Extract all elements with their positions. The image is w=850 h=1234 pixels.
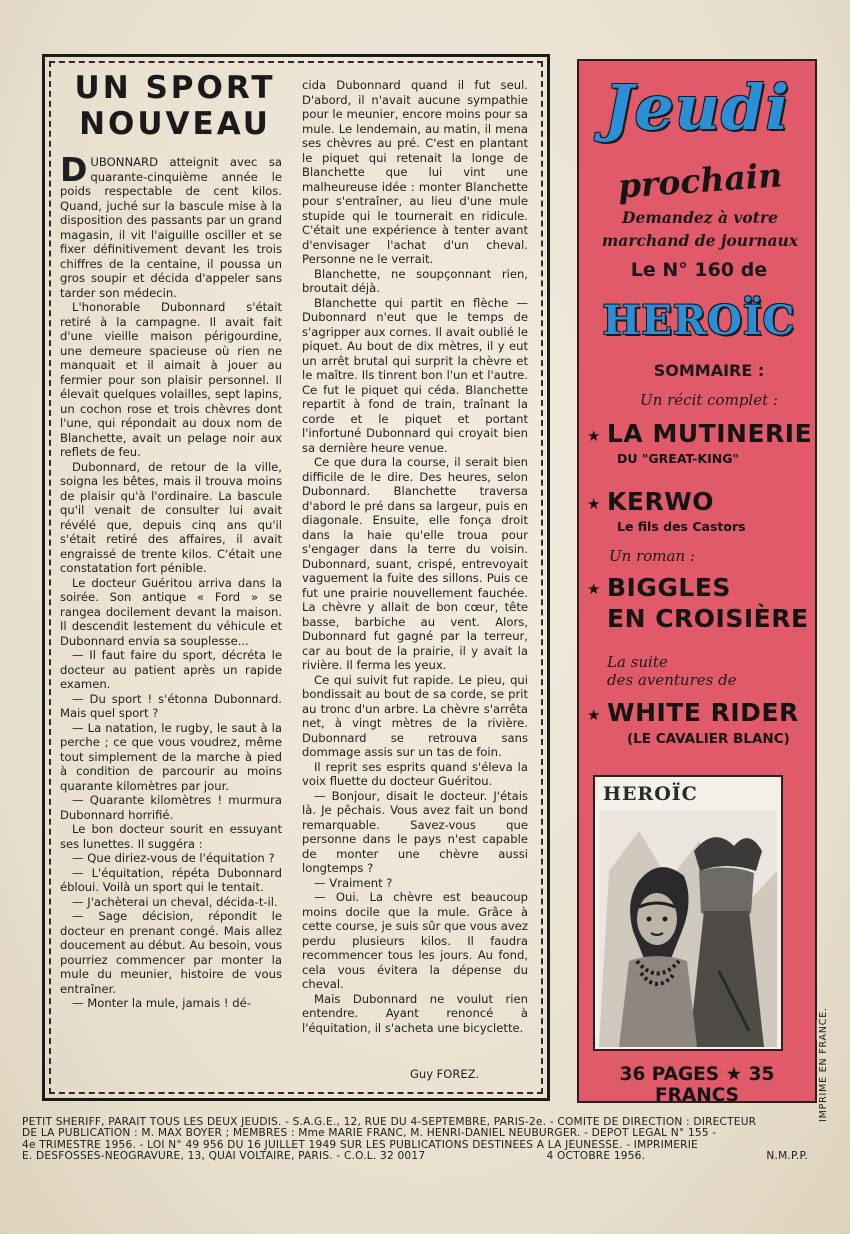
ad-item-title: KERWO — [607, 487, 715, 516]
article-paragraph: — J'achèterai un cheval, décida-t-il. — [72, 894, 278, 909]
article-paragraph: cida Dubonnard quand il fut seul. D'abord, il n'avait aucune sympathie pour le meunier, encore moins pour sa mule. Le lendemain, au matin, il mena ses chèvres au pré. C'est en plantant le piquet qui retenait la longe de Blanchette que lui vint une malheureuse idée : monter Blanchette pour s'entraîner, au lieu d'une mule stupide qui le tournerait en ridicule. C'était une expérience à tenter avant d'envisager l'achat d'un cheval. Personne ne le verrait. — [302, 78, 528, 266]
advert-panel — [577, 59, 817, 1106]
article-column-left — [60, 150, 282, 1011]
article-paragraph: Dubonnard, de retour de la ville, soigna les bêtes, mais il trouva moins de plaisir qu'à l'ordinaire. La bascule qu'il venait de consulter lui avait révélé que, depuis cinq ans qu'il s'était retiré des affaires, il avait engraissé de trente kilos. C'était une constatation fort pénible. — [60, 459, 282, 575]
article-paragraph: — Vraiment ? — [314, 875, 393, 890]
article-paragraph: Le docteur Guéritou arriva dans la soirée. Son antique « Ford » se rangea docilement devant la maison. Il descendit lestement du véhicule et Dubonnard envia sa souplesse... — [60, 575, 282, 648]
article-paragraph: — Du sport ! s'étonna Dubonnard. Mais quel sport ? — [60, 691, 282, 720]
article-paragraph: — Que diriez-vous de l'équitation ? — [72, 851, 275, 865]
article-column-right — [302, 78, 528, 1035]
imprint-line: 4e TRIMESTRE 1956. - LOI N° 49 956 DU 16 JUILLET 1949 SUR LES PUBLICATIONS DESTINEES A LA JEUNESSE. - IMPRIMERIE — [22, 1139, 698, 1151]
ad-demandez-line2: marchand de journaux — [601, 231, 799, 250]
ad-item-title: WHITE RIDER — [607, 698, 799, 727]
article-paragraph: — Il faut faire du sport, décréta le docteur au patient après un rapide examen. — [60, 648, 282, 691]
ad-price-footer: 36 PAGES ★ 35 FRANCS — [619, 1064, 775, 1106]
ad-issue-number: Le N° 160 de — [630, 259, 768, 281]
star-icon: ★ — [587, 495, 601, 513]
cover-thumbnail — [593, 775, 783, 1051]
article-paragraph: Ce que dura la course, il serait bien difficile de le dire. Des heures, selon Dubonnard. Blanchette traversa d'abord le pré dans sa largeur, puis en diagonale. Ensuite, elle fonça droit dans la haie qu'elle troua pour s'engager dans la terre du voisin. Dubonnard, suant, crispé, entrevoyait vaguement la fuite des sillons. Puis ce fut une prairie nouvellement fauchée. La chèvre y allait de bon cœur, tête basse, barbiche au vent. Alors, Dubonnard fut gagné par la terreur, car au bout de la prairie, il y avait la rivière. Il ferma les yeux. — [302, 455, 528, 672]
article-paragraph: Le bon docteur sourit en essuyant ses lunettes. Il suggéra : — [60, 822, 282, 851]
article-paragraph: Ce qui suivit fut rapide. Le pieu, qui bondissait au bout de sa corde, se prit au tronc d'un arbre. La chèvre s'arrêta net, à vingt mètres de la rivière. Dubonnard se retrouva sans dommage assis sur un tas de foin. — [302, 672, 528, 759]
ad-suite-line2: des aventures de — [607, 671, 737, 689]
imprint-line: PETIT SHERIFF, PARAIT TOUS LES DEUX JEUDIS. - S.A.G.E., 12, RUE DU 4-SEPTEMBRE, PARIS-2e. - COMITE DE DIRECTION : DIRECTEUR — [22, 1117, 757, 1128]
ad-prochain-text: prochain — [616, 155, 784, 206]
ad-item-title-line2: EN CROISIÈRE — [607, 604, 809, 633]
ad-jeudi-logo: Jeudi — [604, 71, 790, 144]
ad-item-title-line1: BIGGLES — [607, 573, 731, 602]
article-paragraph: — Quarante kilomètres ! murmura Dubonnard horrifié. — [60, 793, 282, 822]
star-icon: ★ — [587, 706, 601, 724]
ad-item-subtitle: DU "GREAT-KING" — [617, 451, 739, 466]
imprint-line: DE LA PUBLICATION : M. MAX BOYER ; MEMBRES : Mme MARIE FRANC, M. HENRI-DANIEL NEUBURGER. - DEPOT LEGAL N° 155 - — [22, 1128, 717, 1140]
imprint-line — [22, 1151, 808, 1162]
star-icon: ★ — [587, 580, 601, 598]
ad-demandez-text — [587, 206, 813, 252]
ad-item-subtitle: Le fils des Castors — [617, 519, 746, 534]
cover-illustration — [599, 811, 777, 1047]
imprint-distributor: N.M.P.P. — [766, 1150, 808, 1163]
imprint-date: 4 OCTOBRE 1956. — [546, 1150, 646, 1163]
article-title — [64, 70, 286, 142]
ad-item-title: LA MUTINERIE — [607, 419, 813, 448]
article-paragraph: L'honorable Dubonnard s'était retiré à la campagne. Il avait fait d'une vieille maison périgourdine, une demeure spacieuse où rien ne manquait et il aimait à jouer au fermier pour son plaisir personnel. Il élevait quelques volailles, sept lapins, un cochon rose et trois chèvres dont l'une, qui répondait au doux nom de Blanchette, avait un pelage noir aux reflets de feu. — [60, 300, 282, 459]
ad-suite-label — [607, 653, 787, 689]
article-paragraph: — Monter la mule, jamais ! dé- — [72, 996, 251, 1010]
printed-in-france: IMPRIME EN FRANCE. — [818, 1007, 829, 1122]
ad-suite-line1: La suite — [607, 653, 668, 671]
imprint-block — [22, 1117, 808, 1163]
star-icon: ★ — [587, 427, 601, 445]
margin-mark — [816, 1020, 817, 1040]
article-paragraph: — Bonjour, disait le docteur. J'étais là. Je pêchais. Vous avez fait un bond remarquable. Savez-vous que personne dans le pays n'est capable de monter une chèvre aussi longtemps ? — [302, 788, 528, 875]
imprint-printer: E. DESFOSSES-NEOGRAVURE, 13, QUAI VOLTAIRE, PARIS. - C.O.L. 32 0017 — [22, 1150, 426, 1163]
article-paragraph: — L'équitation, répéta Dubonnard ébloui. Voilà un sport qui le tentait. — [60, 865, 282, 894]
article-paragraph: Blanchette, ne soupçonnant rien, broutait déjà. — [302, 266, 528, 295]
article-paragraph: Blanchette qui partit en flèche — Dubonnard n'eut que le temps de s'agripper aux cornes. Il avait oublié le piquet. Au bout de dix mètres, il y eut un arrêt brutal qui surprit la chèvre et le maître. Ils tinrent bon l'un et l'autre. Ce fut le piquet qui céda. Blanchette repartit à fond de train, traînant la corde et le piquet et portant l'infortuné Dubonnard qui croyait bien sa dernière heure venue. — [302, 295, 528, 455]
article-paragraph: Mais Dubonnard ne voulut rien entendre. Ayant renoncé à l'équitation, il s'acheta une bicyclette. — [302, 991, 528, 1035]
article-paragraph: DUBONNARD atteignit avec sa quarante-cinquième année le poids respectable de cent kilos. Quand, juché sur la bascule mise à la disposition des passants par un grand magasin, il vit l'aiguille osciller et se fixer définitivement devant les trois chiffres de la centaine, il poussa un gros soupir et décida d'appeler sans tarder son médecin. — [60, 150, 282, 300]
article-paragraph: — La natation, le rugby, le saut à la perche ; ce que vous voudrez, même tout simplement de la marche à pied à condition de parcourir au moins quarante kilomètres par jour. — [60, 720, 282, 793]
article-title-line1: UN SPORT — [74, 70, 276, 106]
ad-demandez-line1: Demandez à votre — [622, 208, 778, 227]
drop-cap: D — [60, 150, 88, 189]
ad-roman-label: Un roman : — [609, 547, 695, 565]
article-paragraph: — Sage décision, répondit le docteur en prenant congé. Mais allez doucement au début. Au besoin, vous pourriez commencer par monter la mule du meunier, histoire de vous entraîner. — [60, 909, 282, 996]
ad-sommaire-heading: SOMMAIRE : — [653, 361, 765, 380]
article-title-line2: NOUVEAU — [79, 106, 271, 142]
article-paragraph: — Oui. La chèvre est beaucoup moins docile que la mule. Grâce à cette course, je suis sûr que vous avez perdu plusieurs kilos. Il faudra recommencer tous les jours. Au fond, cela vous évitera la dépense du cheval. — [302, 890, 528, 991]
cover-title: HEROÏC — [603, 783, 698, 805]
ad-heroic-logo: HEROÏC — [602, 297, 796, 344]
ad-item-subtitle: (LE CAVALIER BLANC) — [627, 731, 790, 747]
ad-recit-label: Un récit complet : — [640, 391, 778, 409]
article-paragraph: Il reprit ses esprits quand s'éleva la voix fluette du docteur Guéritou. — [302, 759, 528, 788]
author-signature: Guy FOREZ. — [410, 1067, 480, 1081]
